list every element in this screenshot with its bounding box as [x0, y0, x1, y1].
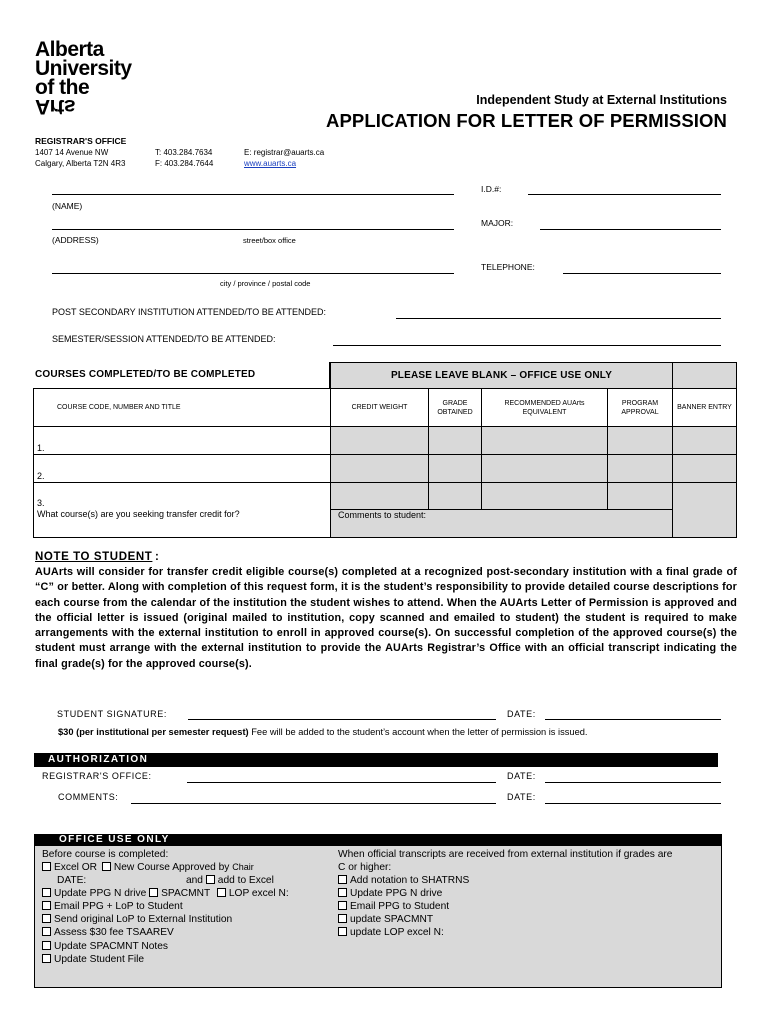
course-row-2[interactable]: [33, 454, 331, 483]
note-colon: :: [155, 551, 159, 563]
courses-left-heading: COURSES COMPLETED/TO BE COMPLETED: [35, 369, 256, 380]
and-label: and: [185, 875, 203, 886]
comments-date-label: DATE:: [507, 792, 536, 802]
table-cell: [330, 426, 429, 455]
course-row-1[interactable]: [33, 426, 331, 455]
new-course-label: New Course Approved by: [113, 862, 230, 873]
row-number-3: 3.: [37, 498, 45, 508]
institution-label: POST SECONDARY INSTITUTION ATTENDED/TO BE ATTENDED:: [52, 307, 327, 317]
registrar-heading: REGISTRAR'S OFFICE: [35, 136, 127, 146]
after-heading-1: When official transcripts are received from external institution if grades are: [338, 849, 673, 860]
after-heading-2: C or higher:: [338, 862, 392, 873]
row-number-1: 1.: [37, 443, 45, 453]
update-notes-checkbox[interactable]: [42, 941, 51, 950]
office-use-heading-bar: OFFICE USE ONLY: [34, 834, 722, 846]
after-row-email: [338, 900, 449, 913]
after-row-ppg: [338, 887, 442, 900]
logo-line-4: [35, 97, 132, 116]
update-ppg-label: Update PPG N drive: [54, 888, 147, 899]
office-row-ppg: [42, 887, 289, 900]
table-cell: [330, 482, 429, 510]
major-field[interactable]: [540, 229, 721, 230]
table-cell: [481, 454, 608, 483]
add-notation-label: Add notation to SHATRNS: [350, 875, 470, 886]
new-course-checkbox[interactable]: [102, 862, 111, 871]
row-number-2: 2.: [37, 471, 45, 481]
after-spacmnt-label: update SPACMNT: [350, 914, 434, 925]
city-label: city / province / postal code: [220, 279, 311, 288]
table-cell: [672, 454, 737, 483]
semester-label: SEMESTER/SESSION ATTENDED/TO BE ATTENDED:: [52, 334, 276, 344]
office-row-send: [42, 913, 232, 926]
office-row-file: [42, 953, 144, 966]
update-notes-label: Update SPACMNT Notes: [54, 941, 168, 952]
authorization-heading: AUTHORIZATION: [34, 753, 718, 767]
table-cell: [428, 454, 482, 483]
fee-amount: $30 (per institutional per semester request): [58, 727, 249, 737]
name-label: (NAME): [52, 201, 83, 211]
email-ppg-label: Email PPG + LoP to Student: [54, 901, 183, 912]
city-field[interactable]: [52, 273, 454, 274]
fax-number: F: 403.284.7644: [155, 158, 214, 168]
office-row-date: [57, 874, 274, 887]
auth-comments-field[interactable]: [131, 803, 496, 804]
comments-label: Comments to student:: [338, 510, 427, 520]
table-cell: [428, 426, 482, 455]
spacmnt-checkbox[interactable]: [149, 888, 158, 897]
registrar-phones: [155, 148, 213, 169]
after-update-ppg-label: Update PPG N drive: [350, 888, 443, 899]
before-heading: Before course is completed:: [42, 849, 169, 860]
spacmnt-label: SPACMNT: [161, 888, 211, 899]
table-cell: [428, 482, 482, 510]
send-lop-label: Send original LoP to External Institution: [54, 914, 233, 925]
name-field[interactable]: [52, 194, 454, 195]
office-date-label: DATE:: [57, 875, 87, 886]
chair-label: Chair: [232, 862, 254, 872]
logo-line-2: University: [35, 57, 132, 80]
after-update-ppg-checkbox[interactable]: [338, 888, 347, 897]
website-link[interactable]: www.auarts.ca: [244, 158, 297, 168]
telephone-field[interactable]: [563, 273, 721, 274]
table-cell: [672, 482, 737, 538]
logo-line-3: of the: [35, 76, 90, 99]
signature-date-label: DATE:: [507, 709, 536, 719]
registrar-signoff-label: REGISTRAR'S OFFICE:: [42, 771, 152, 781]
excel-checkbox[interactable]: [42, 862, 51, 871]
after-row-notation: [338, 874, 469, 887]
lop-excel-checkbox[interactable]: [217, 888, 226, 897]
transfer-question: What course(s) are you seeking transfer credit for?: [37, 509, 240, 519]
after-lop-checkbox[interactable]: [338, 927, 347, 936]
form-title: APPLICATION FOR LETTER OF PERMISSION: [325, 110, 727, 131]
logo-flipped-word: Arts: [35, 95, 76, 118]
address-line-2: Calgary, Alberta T2N 4R3: [35, 158, 126, 168]
auarts-logo: [35, 40, 132, 116]
telephone-label: TELEPHONE:: [481, 262, 535, 272]
table-cell: [330, 454, 429, 483]
student-signature-label: STUDENT SIGNATURE:: [57, 709, 167, 719]
registrar-online: [244, 148, 324, 169]
credit-col-header: CREDIT WEIGHT: [330, 388, 429, 427]
banner-col-header: BANNER ENTRY: [672, 388, 737, 427]
add-excel-checkbox[interactable]: [206, 875, 215, 884]
excel-or-label: Excel OR: [54, 862, 98, 873]
address-label: (ADDRESS): [52, 235, 99, 245]
street-label: street/box office: [243, 236, 296, 245]
id-field[interactable]: [528, 194, 721, 195]
program-col-header: PROGRAM APPROVAL: [607, 388, 673, 427]
auth-date-label: DATE:: [507, 771, 536, 781]
lop-excel-label: LOP excel N:: [228, 888, 289, 899]
add-notation-checkbox[interactable]: [338, 875, 347, 884]
assess-fee-label: Assess $30 fee TSAAREV: [54, 927, 174, 938]
after-email-ppg-checkbox[interactable]: [338, 901, 347, 910]
office-use-header: [330, 362, 673, 389]
institution-field[interactable]: [396, 318, 721, 319]
table-cell: [607, 426, 673, 455]
office-row-excel: [42, 861, 254, 874]
registrar-address: [35, 148, 125, 169]
table-cell: [607, 454, 673, 483]
semester-field[interactable]: [333, 345, 721, 346]
phone-number: T: 403.284.7634: [155, 148, 213, 157]
student-signature-field[interactable]: [188, 719, 496, 720]
table-cell: [481, 426, 608, 455]
auth-date-field[interactable]: [545, 782, 721, 783]
courses-left-header: [33, 362, 330, 389]
note-title: NOTE TO STUDENT: [35, 551, 153, 563]
course-col-header: [33, 388, 331, 427]
update-file-checkbox[interactable]: [42, 954, 51, 963]
office-row-email: [42, 900, 183, 913]
signature-date-field[interactable]: [545, 719, 721, 720]
id-label: I.D.#:: [481, 184, 502, 194]
email-address: E: registrar@auarts.ca: [244, 148, 325, 157]
course-col-label: COURSE CODE, NUMBER AND TITLE: [57, 404, 181, 411]
add-excel-label: add to Excel: [217, 875, 274, 886]
table-cell: [672, 426, 737, 455]
auth-comments-label: COMMENTS:: [58, 792, 119, 802]
send-lop-checkbox[interactable]: [42, 914, 51, 923]
address-line-1: 1407 14 Avenue NW: [35, 148, 109, 157]
form-subtitle: Independent Study at External Institutions: [476, 93, 727, 107]
fee-description: Fee will be added to the student’s account when the letter of permission is issued.: [248, 727, 588, 737]
major-label: MAJOR:: [481, 218, 514, 228]
course-row-3[interactable]: [33, 482, 331, 538]
grade-col-header: GRADE OBTAINED: [428, 388, 482, 427]
after-lop-label: update LOP excel N:: [350, 927, 444, 938]
logo-line-1: Alberta: [35, 38, 104, 61]
registrar-signoff-field[interactable]: [187, 782, 496, 783]
fee-notice: [58, 727, 588, 737]
comments-date-field[interactable]: [545, 803, 721, 804]
recommended-col-header: RECOMMENDED AUArts EQUIVALENT: [481, 388, 608, 427]
after-row-lop: [338, 926, 444, 939]
note-body: AUArts will consider for transfer credit eligible course(s) completed at a recognized post-secondary institution with a final grade of “C” or better. Along with completion of this request form, it is the student’s responsibility to provide detailed course descriptions for each course from the calendar of the institution the student wishes to attend. When the AUArts Letter of Permission is approved and the official letter is issued (original mailed to institution, copy scanned and emailed to student) the student is required to make arrangements with the external institution to enroll in approved course(s). On successful completion of the approved course(s) the student must arrange with the external institution to provide the AUArts Registrar’s Office with an official transcript indicating the final grade(s) for the approved course(s).: [35, 566, 737, 670]
after-spacmnt-checkbox[interactable]: [338, 914, 347, 923]
after-email-ppg-label: Email PPG to Student: [350, 901, 450, 912]
office-row-assess: [42, 926, 174, 939]
office-row-notes: [42, 940, 168, 953]
office-use-header-end: [672, 362, 737, 389]
comments-cell[interactable]: [330, 509, 673, 538]
office-use-heading: PLEASE LEAVE BLANK – OFFICE USE ONLY: [390, 370, 613, 381]
update-file-label: Update Student File: [54, 954, 145, 965]
assess-fee-checkbox[interactable]: [42, 927, 51, 936]
after-row-spacmnt: [338, 913, 433, 926]
table-cell: [481, 482, 608, 510]
table-cell: [607, 482, 673, 510]
email-ppg-checkbox[interactable]: [42, 901, 51, 910]
address-field[interactable]: [52, 229, 454, 230]
update-ppg-checkbox[interactable]: [42, 888, 51, 897]
